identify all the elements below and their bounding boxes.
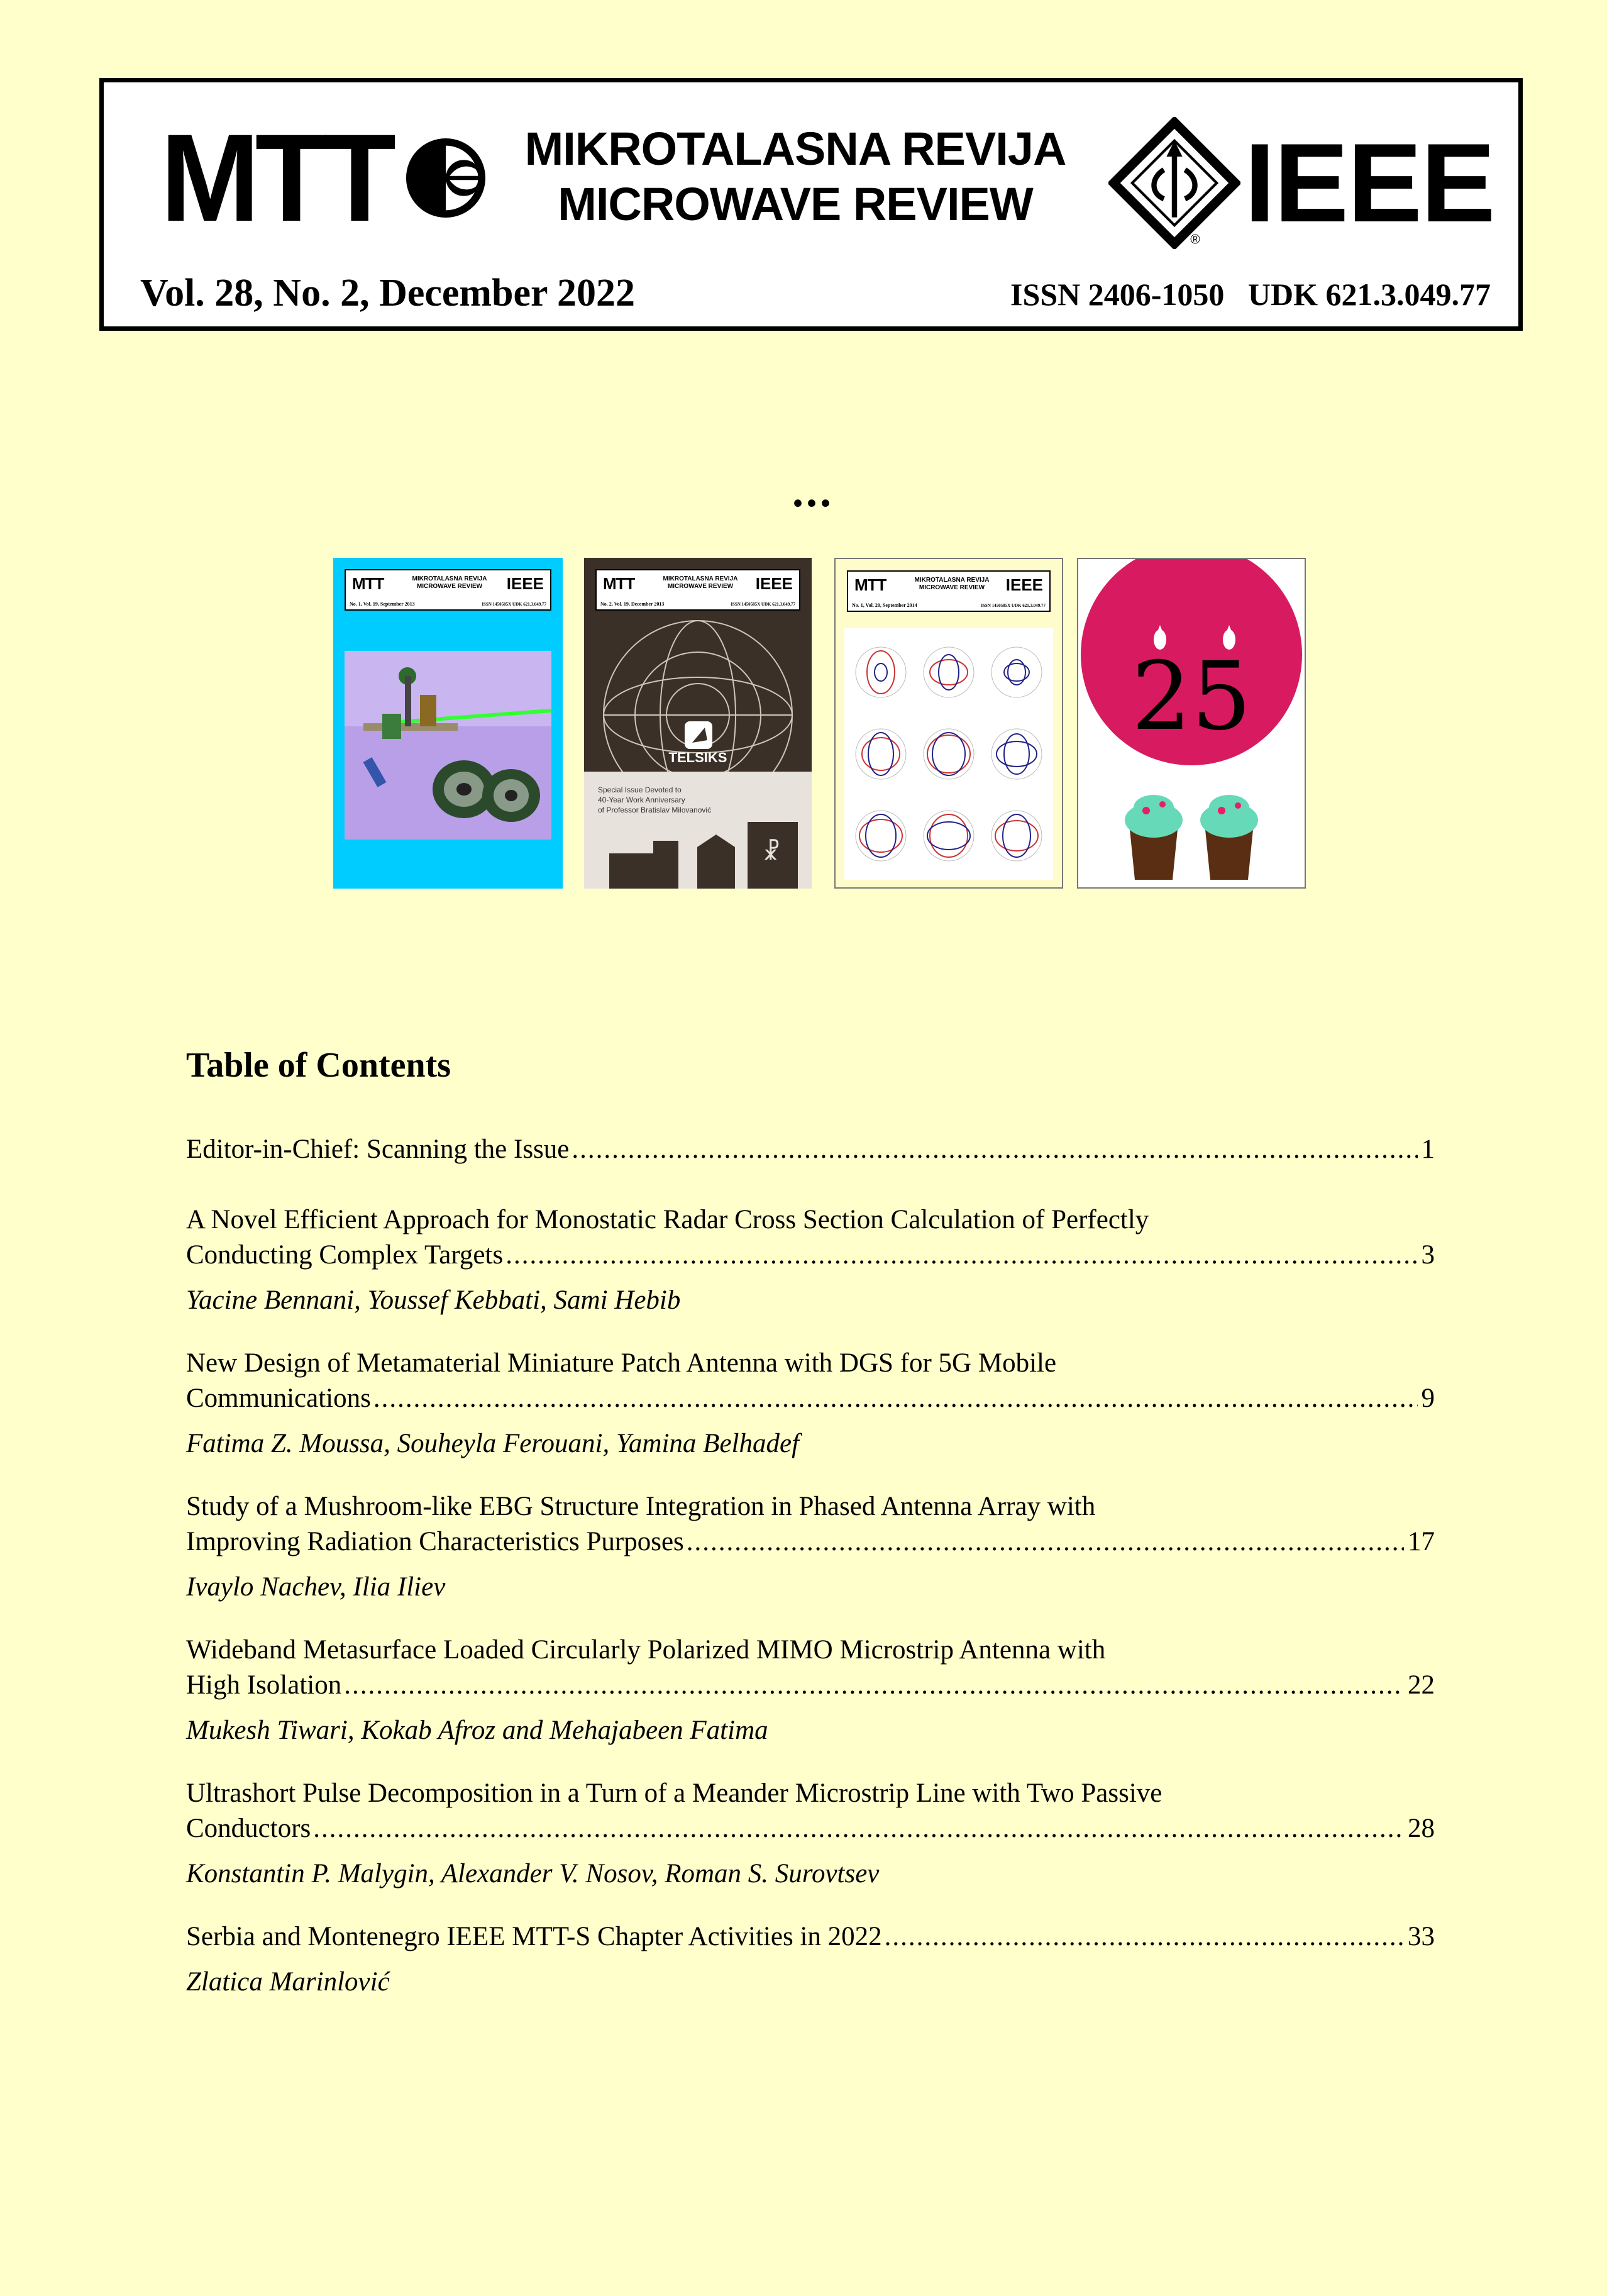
toc-entry-3[interactable] <box>186 1346 1435 1461</box>
leader-dots <box>313 1811 1404 1846</box>
mini-ieee-logo: IEEE <box>755 574 793 593</box>
journal-title <box>512 121 1078 232</box>
anniversary-number: 25 <box>1131 642 1252 751</box>
toc-title-line-1: A Novel Efficient Approach for Monostatic Radar Cross Section Calculation of Perfectly <box>186 1205 1149 1234</box>
toc-authors: Mukesh Tiwari, Kokab Afroz and Mehajabeen Fatima <box>186 1716 768 1745</box>
caption-line-1: Special Issue Devoted to <box>598 785 682 794</box>
leader-dots <box>885 1919 1404 1955</box>
toc-title-line-1: Wideband Metasurface Loaded Circularly Polarized MIMO Microstrip Antenna with <box>186 1635 1106 1665</box>
toc-page-number: 28 <box>1408 1814 1435 1843</box>
caption-line-2: 40-Year Work Anniversary <box>598 796 685 804</box>
toc-title-line-1: New Design of Metamaterial Miniature Patch Antenna with DGS for 5G Mobile <box>186 1348 1057 1378</box>
toc-title-line-2: Improving Radiation Characteristics Purposes <box>186 1527 684 1556</box>
special-issue-caption <box>584 772 812 889</box>
mini-issue: No. 1, Vol. 19, September 2013 <box>350 601 415 607</box>
cupcake-right <box>1200 795 1258 880</box>
toc-authors: Konstantin P. Malygin, Alexander V. Nosov, Roman S. Surovtsev <box>186 1859 880 1888</box>
toc-entry-6[interactable] <box>186 1776 1435 1892</box>
toc-title-line <box>186 1381 1435 1416</box>
leader-dots <box>373 1381 1418 1416</box>
ieee-diamond-icon <box>1108 117 1240 249</box>
mtt-logo-text: MTT <box>160 108 392 247</box>
toc-authors: Yacine Bennani, Youssef Kebbati, Sami Hebib <box>186 1285 681 1315</box>
past-cover-thumbnail-2 <box>584 558 812 889</box>
toc-title-line <box>186 1238 1435 1273</box>
mini-title: MIKROTALASNA REVIJA MICROWAVE REVIEW <box>412 575 487 590</box>
anniversary-25-thumbnail <box>1077 558 1306 889</box>
toc-title-line <box>186 1668 1435 1703</box>
toc-title-line-2: High Isolation <box>186 1670 342 1700</box>
toc-page-number: 17 <box>1408 1527 1435 1556</box>
mtts-smith-chart-icon <box>405 137 487 219</box>
mini-issn: ISSN 1450585X UDK 621.3.049.77 <box>731 602 795 607</box>
mini-ieee-logo: IEEE <box>506 574 544 593</box>
mini-title: MIKROTALASNA REVIJA MICROWAVE REVIEW <box>914 577 990 591</box>
masthead <box>99 78 1523 331</box>
mini-masthead <box>595 569 800 611</box>
monument-silhouette <box>609 822 812 889</box>
leader-dots <box>572 1132 1417 1167</box>
mini-issue: No. 1, Vol. 20, September 2014 <box>852 602 917 608</box>
toc-title-line <box>186 1811 1435 1846</box>
toc-entry-5[interactable] <box>186 1633 1435 1748</box>
toc-title: Editor-in-Chief: Scanning the Issue <box>186 1134 570 1164</box>
toc-authors: Ivaylo Nachev, Ilia Iliev <box>186 1572 446 1602</box>
mini-ieee-logo: IEEE <box>1005 575 1043 594</box>
ieee-registered-mark: ® <box>1190 232 1200 247</box>
toc-entry-7[interactable] <box>186 1919 1435 2000</box>
past-cover-thumbnail-1 <box>333 558 563 889</box>
caption-line-3: of Professor Bratislav Milovanović <box>598 806 712 814</box>
ieee-logo-text: IEEE <box>1244 120 1494 245</box>
mini-mtt-logo: MTT <box>854 575 886 594</box>
svg-text:☧: ☧ <box>763 840 781 865</box>
ieee-logo <box>1108 108 1494 258</box>
journal-title-english: MICROWAVE REVIEW <box>558 178 1033 230</box>
toc-page-number: 3 <box>1421 1240 1435 1270</box>
mini-mtt-logo: MTT <box>603 574 635 593</box>
toc-title-line <box>186 1524 1435 1560</box>
leader-dots <box>505 1238 1417 1273</box>
toc-title-line-2: Conductors <box>186 1814 311 1843</box>
toc-title-line <box>186 1132 1435 1167</box>
journal-title-serbian: MIKROTALASNA REVIJA <box>524 123 1066 175</box>
leader-dots <box>687 1524 1404 1560</box>
toc-page-number: 9 <box>1421 1384 1435 1413</box>
toc-authors: Fatima Z. Moussa, Souheyla Ferouani, Yamina Belhadef <box>186 1429 800 1458</box>
toc-title-line-2: Conducting Complex Targets <box>186 1240 504 1270</box>
toc-entry-2[interactable] <box>186 1202 1435 1318</box>
toc-heading: Table of Contents <box>186 1046 451 1085</box>
issn-udk: ISSN 2406-1050 UDK 621.3.049.77 <box>1010 277 1491 312</box>
microwave-connectors-photo <box>345 651 551 840</box>
radiation-patterns-figure <box>844 628 1053 880</box>
toc-title-line-2: Communications <box>186 1384 371 1413</box>
cupcake-left <box>1125 795 1183 880</box>
issue-info: Vol. 28, No. 2, December 2022 <box>140 272 635 314</box>
toc-title-line-1: Study of a Mushroom-like EBG Structure Integration in Phased Antenna Array with <box>186 1492 1096 1521</box>
mini-masthead <box>345 569 551 611</box>
toc-title: Serbia and Montenegro IEEE MTT-S Chapter Activities in 2022 <box>186 1922 882 1951</box>
toc-entry-4[interactable] <box>186 1489 1435 1605</box>
toc-page-number: 33 <box>1408 1922 1435 1951</box>
leader-dots <box>344 1668 1404 1703</box>
toc-page-number: 22 <box>1408 1670 1435 1700</box>
mini-issn: ISSN 1450585X UDK 621.3.049.77 <box>981 603 1046 608</box>
mini-issn: ISSN 1450585X UDK 621.3.049.77 <box>482 602 546 607</box>
toc-title-line-1: Ultrashort Pulse Decomposition in a Turn of a Meander Microstrip Line with Two Passive <box>186 1778 1162 1808</box>
toc-entry-1[interactable] <box>186 1132 1435 1167</box>
telsiks-badge: TELSIKS <box>668 750 727 765</box>
mini-issue: No. 2, Vol. 19, December 2013 <box>600 601 665 607</box>
toc-page-number: 1 <box>1421 1134 1435 1164</box>
anniversary-circle <box>1078 559 1305 887</box>
mini-mtt-logo: MTT <box>352 574 384 593</box>
mini-title: MIKROTALASNA REVIJA MICROWAVE REVIEW <box>663 575 738 590</box>
mtt-logo <box>160 108 487 247</box>
toc-title-line <box>186 1919 1435 1955</box>
past-cover-thumbnail-3 <box>834 558 1063 889</box>
mini-masthead <box>847 570 1051 612</box>
toc-authors: Zlatica Marinlović <box>186 1967 390 1997</box>
ellipsis: ... <box>792 466 834 516</box>
